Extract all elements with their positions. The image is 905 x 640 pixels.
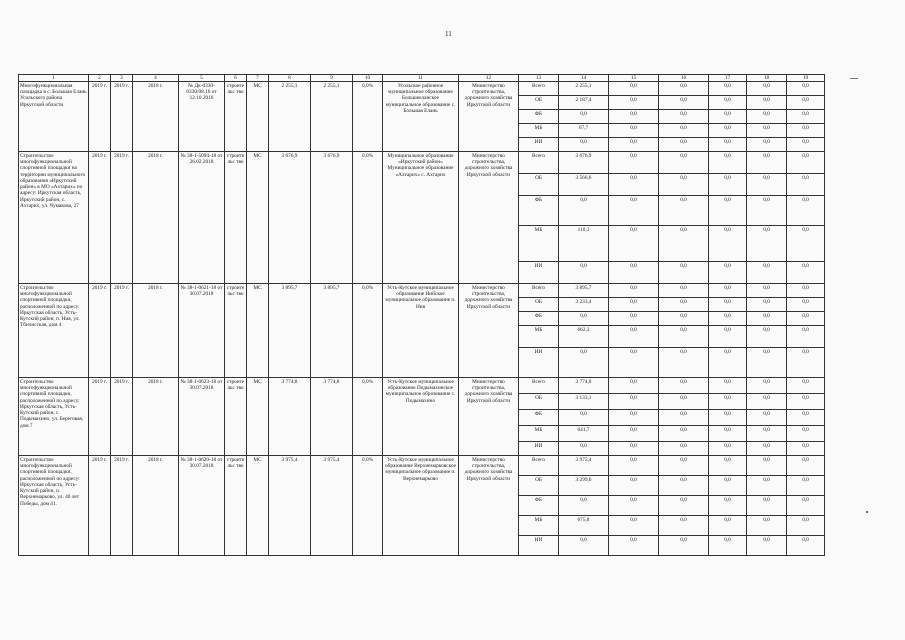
estimated-cost: 2 255,1 [269, 82, 311, 152]
amount-cell: 0,0 [659, 516, 709, 536]
amount-cell: 0,0 [659, 312, 709, 326]
funding-source: ОБ [519, 476, 559, 496]
municipality: Муниципальное образование «Иркутский район» Муниципальное образование «Ахтарих» с. Ахтарих [383, 152, 459, 284]
year-start: 2019 г. [89, 378, 111, 456]
amount-cell: 2 255,1 [559, 82, 609, 96]
column-number-6: 6 [225, 75, 247, 82]
amount-cell: 0,0 [609, 82, 659, 96]
estimated-cost: 3 975,4 [269, 456, 311, 556]
column-number-19: 19 [787, 75, 825, 82]
amount-cell: 0,0 [609, 516, 659, 536]
year-end: 2019 г. [111, 152, 133, 284]
amount-cell: 0,0 [659, 426, 709, 442]
amount-cell: 0,0 [787, 456, 825, 476]
funding-source: Всего [519, 284, 559, 298]
amount-cell: 675,8 [559, 516, 609, 536]
amount-cell: 0,0 [609, 152, 659, 174]
ownership: МС [247, 152, 269, 284]
funding-source: ОБ [519, 96, 559, 110]
year-start: 2019 г. [89, 82, 111, 152]
work-kind: строительс тво [225, 456, 247, 556]
amount-cell: 0,0 [609, 312, 659, 326]
amount-cell: 0,0 [659, 378, 709, 394]
amount-cell: 0,0 [709, 378, 747, 394]
amount-cell: 0,0 [659, 496, 709, 516]
ministry: Министерство строительства, дорожного хозяйства Иркутской области [459, 152, 519, 284]
amount-cell: 0,0 [747, 96, 787, 110]
amount-cell: 0,0 [609, 284, 659, 298]
page-number: 11 [445, 30, 452, 38]
amount-cell: 3 676,9 [559, 152, 609, 174]
amount-cell: 3 774,8 [559, 378, 609, 394]
amount-cell: 0,0 [559, 348, 609, 378]
funding-source: Всего [519, 378, 559, 394]
column-number-7: 7 [247, 75, 269, 82]
amount-cell: 0,0 [747, 174, 787, 196]
amount-cell: 0,0 [709, 124, 747, 138]
funding-source: МБ [519, 516, 559, 536]
amount-cell: 0,0 [659, 226, 709, 262]
amount-cell: 0,0 [609, 348, 659, 378]
funding-source: МБ [519, 226, 559, 262]
funding-source: ИИ [519, 348, 559, 378]
amount-cell: 0,0 [609, 536, 659, 556]
amount-cell: 3 895,7 [559, 284, 609, 298]
work-kind: строительс тво [225, 82, 247, 152]
amount-cell: 0,0 [709, 442, 747, 456]
readiness-percent: 0,0% [353, 378, 383, 456]
ministry: Министерство строительства, дорожного хозяйства Иркутской области [459, 284, 519, 378]
amount-cell: 0,0 [709, 138, 747, 152]
amount-cell: 3 233,4 [559, 298, 609, 312]
amount-cell: 2 187,4 [559, 96, 609, 110]
column-number-5: 5 [179, 75, 225, 82]
amount-cell: 0,0 [559, 110, 609, 124]
amount-cell: 0,0 [659, 96, 709, 110]
amount-cell: 0,0 [787, 476, 825, 496]
amount-cell: 0,0 [747, 496, 787, 516]
funding-source: ИИ [519, 138, 559, 152]
estimated-cost: 3 676,9 [269, 152, 311, 284]
amount-cell: 3 975,4 [559, 456, 609, 476]
funding-source: ИИ [519, 262, 559, 284]
amount-cell: 0,0 [787, 284, 825, 298]
amount-cell: 0,0 [787, 124, 825, 138]
document-number: № 38-1-0623-18 от 30.07.2018 [179, 378, 225, 456]
year-start: 2019 г. [89, 284, 111, 378]
column-number-17: 17 [709, 75, 747, 82]
amount-cell: 0,0 [609, 426, 659, 442]
funding-source: ОБ [519, 394, 559, 410]
column-number-13: 13 [519, 75, 559, 82]
amount-cell: 0,0 [747, 516, 787, 536]
amount-cell: 0,0 [559, 496, 609, 516]
amount-cell: 0,0 [659, 174, 709, 196]
column-number-18: 18 [747, 75, 787, 82]
year-doc: 2018 г. [133, 82, 179, 152]
amount-cell: 0,0 [709, 96, 747, 110]
object-name: Строительство многофункциональной спортивной площадки на территории муниципального образования «Иркутский район» в МО «Ахтарих» по адресу: Иркутская область, Иркутский район, с. Ахтарих, ул. Чумакова, 27 [19, 152, 89, 284]
amount-cell: 0,0 [659, 476, 709, 496]
estimated-cost: 3 774,8 [269, 378, 311, 456]
column-number-9: 9 [311, 75, 353, 82]
funding-source: ОБ [519, 298, 559, 312]
amount-cell: 0,0 [609, 298, 659, 312]
amount-cell: 0,0 [709, 348, 747, 378]
readiness-percent: 0,0% [353, 152, 383, 284]
amount-cell: 0,0 [659, 82, 709, 96]
readiness-percent: 0,0% [353, 284, 383, 378]
amount-cell: 0,0 [559, 138, 609, 152]
amount-cell: 0,0 [559, 536, 609, 556]
amount-cell: 0,0 [787, 394, 825, 410]
amount-cell: 0,0 [747, 298, 787, 312]
column-number-16: 16 [659, 75, 709, 82]
funding-source: ИИ [519, 442, 559, 456]
amount-cell: 0,0 [747, 196, 787, 226]
ministry: Министерство строительства, дорожного хозяйства Иркутской области [459, 378, 519, 456]
amount-cell: 0,0 [559, 442, 609, 456]
amount-cell: 662,3 [559, 326, 609, 348]
amount-cell: 0,0 [747, 536, 787, 556]
amount-cell: 0,0 [787, 262, 825, 284]
column-number-15: 15 [609, 75, 659, 82]
amount-cell: 0,0 [787, 442, 825, 456]
amount-cell: 0,0 [747, 442, 787, 456]
amount-cell: 0,0 [709, 456, 747, 476]
amount-cell: 0,0 [659, 394, 709, 410]
amount-cell: 0,0 [609, 96, 659, 110]
amount-cell: 0,0 [709, 284, 747, 298]
amount-cell: 0,0 [609, 262, 659, 284]
ownership: МС [247, 456, 269, 556]
amount-cell: 0,0 [659, 284, 709, 298]
amount-cell: 0,0 [709, 326, 747, 348]
amount-cell: 0,0 [709, 298, 747, 312]
amount-cell: 0,0 [609, 326, 659, 348]
document-number: № 38-1-5094-18 от 26.02.2018 [179, 152, 225, 284]
amount-cell: 0,0 [709, 516, 747, 536]
table-row [19, 378, 825, 394]
table-row [19, 284, 825, 298]
object-name: Строительство многофункциональной спортивной площадки, расположенной по адресу: Иркутская область, Усть-Кутский район, п. Ния, ул. Тбилисская, дом 4 [19, 284, 89, 378]
amount-cell: 0,0 [659, 298, 709, 312]
amount-cell: 0,0 [709, 426, 747, 442]
amount-cell: 0,0 [787, 110, 825, 124]
amount-cell: 0,0 [787, 378, 825, 394]
column-number-2: 2 [89, 75, 111, 82]
funding-source: ФБ [519, 196, 559, 226]
amount-cell: 0,0 [709, 174, 747, 196]
amount-cell: 67,7 [559, 124, 609, 138]
amount-cell: 0,0 [709, 82, 747, 96]
remaining-cost: 2 255,1 [311, 82, 353, 152]
amount-cell: 0,0 [609, 138, 659, 152]
document-number: № 38-1-0620-18 от 30.07.2018 [179, 456, 225, 556]
amount-cell: 0,0 [609, 110, 659, 124]
amount-cell: 3 299,6 [559, 476, 609, 496]
amount-cell: 0,0 [559, 262, 609, 284]
amount-cell: 0,0 [787, 516, 825, 536]
amount-cell: 0,0 [559, 312, 609, 326]
year-doc: 2018 г. [133, 284, 179, 378]
remaining-cost: 3 676,9 [311, 152, 353, 284]
amount-cell: 0,0 [609, 174, 659, 196]
amount-cell: 0,0 [609, 456, 659, 476]
amount-cell: 0,0 [609, 226, 659, 262]
amount-cell: 0,0 [609, 378, 659, 394]
amount-cell: 0,0 [609, 476, 659, 496]
amount-cell: 0,0 [709, 476, 747, 496]
readiness-percent: 0,0% [353, 456, 383, 556]
municipality: Усольское районное муниципальное образование Большееланское муниципальное образование с. Большая Елань [383, 82, 459, 152]
column-number-row [19, 75, 825, 82]
year-doc: 2018 г. [133, 456, 179, 556]
amount-cell: 0,0 [747, 426, 787, 442]
amount-cell: 0,0 [659, 138, 709, 152]
amount-cell: 0,0 [747, 124, 787, 138]
municipality: Усть-Кутское муниципальное образование Подымахинское муниципальное образование с. Подымахино [383, 378, 459, 456]
year-end: 2019 г. [111, 456, 133, 556]
funding-source: Всего [519, 152, 559, 174]
amount-cell: 0,0 [747, 378, 787, 394]
object-name: Строительство многофункциональной спортивной площадки, расположенной по адресу: Иркутская область, Усть-Кутский район, с. Подымахино, ул. Береговая, дом 7 [19, 378, 89, 456]
amount-cell: 0,0 [787, 536, 825, 556]
amount-cell: 0,0 [609, 442, 659, 456]
ownership: МС [247, 82, 269, 152]
amount-cell: 0,0 [747, 110, 787, 124]
amount-cell: 0,0 [709, 312, 747, 326]
table-row [19, 152, 825, 174]
year-doc: 2018 г. [133, 378, 179, 456]
amount-cell: 0,0 [747, 82, 787, 96]
amount-cell: 0,0 [709, 410, 747, 426]
object-name: Многофункциональная площадка в с. Большая Елань Усольского района Иркутской области [19, 82, 89, 152]
amount-cell: 641,7 [559, 426, 609, 442]
municipality: Усть-Кутское муниципальное образование Верхнемарковское муниципальное образование п. Верхнемарково [383, 456, 459, 556]
remaining-cost: 3 774,8 [311, 378, 353, 456]
estimated-cost: 3 895,7 [269, 284, 311, 378]
funding-source: МБ [519, 124, 559, 138]
amount-cell: 0,0 [787, 426, 825, 442]
amount-cell: 110,3 [559, 226, 609, 262]
amount-cell: 0,0 [747, 226, 787, 262]
object-name: Строительство многофункциональной спортивной площадки, расположенной по адресу: Иркутская область, Усть-Кутский район, п. Верхнемарково, ул. 40 лет Победы, дом 41. [19, 456, 89, 556]
amount-cell: 0,0 [659, 196, 709, 226]
funding-source: МБ [519, 326, 559, 348]
amount-cell: 0,0 [747, 394, 787, 410]
amount-cell: 0,0 [787, 312, 825, 326]
work-kind: строительс тво [225, 378, 247, 456]
amount-cell: 0,0 [787, 496, 825, 516]
amount-cell: 0,0 [709, 226, 747, 262]
work-kind: строительс тво [225, 284, 247, 378]
column-number-12: 12 [459, 75, 519, 82]
column-number-3: 3 [111, 75, 133, 82]
amount-cell: 0,0 [709, 496, 747, 516]
amount-cell: 0,0 [659, 348, 709, 378]
funding-source: ФБ [519, 410, 559, 426]
amount-cell: 0,0 [659, 326, 709, 348]
work-kind: строительс тво [225, 152, 247, 284]
amount-cell: 0,0 [787, 196, 825, 226]
amount-cell: 0,0 [659, 262, 709, 284]
amount-cell: 0,0 [747, 348, 787, 378]
amount-cell: 0,0 [659, 442, 709, 456]
amount-cell: 0,0 [659, 110, 709, 124]
amount-cell: 0,0 [787, 174, 825, 196]
year-start: 2019 г. [89, 456, 111, 556]
amount-cell: 0,0 [559, 196, 609, 226]
funding-source: Всего [519, 456, 559, 476]
column-number-8: 8 [269, 75, 311, 82]
amount-cell: 0,0 [747, 326, 787, 348]
funding-source: Всего [519, 82, 559, 96]
amount-cell: 3 133,1 [559, 394, 609, 410]
year-end: 2019 г. [111, 378, 133, 456]
investment-table [18, 74, 825, 556]
amount-cell: 0,0 [747, 476, 787, 496]
ministry: Министерство строительства, дорожного хозяйства Иркутской области [459, 456, 519, 556]
amount-cell: 0,0 [659, 410, 709, 426]
amount-cell: 0,0 [747, 262, 787, 284]
amount-cell: 0,0 [787, 138, 825, 152]
amount-cell: 0,0 [747, 138, 787, 152]
amount-cell: 0,0 [709, 152, 747, 174]
amount-cell: 0,0 [787, 226, 825, 262]
year-doc: 2018 г. [133, 152, 179, 284]
amount-cell: 0,0 [709, 394, 747, 410]
funding-source: ИИ [519, 536, 559, 556]
document-number: № 38-1-0621-18 от 30.07.2018 [179, 284, 225, 378]
amount-cell: 0,0 [787, 326, 825, 348]
amount-cell: 0,0 [609, 124, 659, 138]
readiness-percent: 0,0% [353, 82, 383, 152]
amount-cell: 0,0 [709, 196, 747, 226]
remaining-cost: 3 895,7 [311, 284, 353, 378]
document-number: № Дк-0330-0330/08.16 от 12.10.2016 [179, 82, 225, 152]
column-number-14: 14 [559, 75, 609, 82]
amount-cell: 0,0 [559, 410, 609, 426]
municipality: Усть-Кутское муниципальное образование Нийское муниципальное образование п. Ния [383, 284, 459, 378]
ownership: МС [247, 378, 269, 456]
amount-cell: 0,0 [787, 96, 825, 110]
ownership: МС [247, 284, 269, 378]
funding-source: ФБ [519, 496, 559, 516]
funding-source: ОБ [519, 174, 559, 196]
amount-cell: 0,0 [747, 284, 787, 298]
amount-cell: 0,0 [787, 82, 825, 96]
table-row [19, 82, 825, 96]
table-row [19, 456, 825, 476]
funding-source: МБ [519, 426, 559, 442]
year-end: 2019 г. [111, 82, 133, 152]
amount-cell: 0,0 [747, 152, 787, 174]
amount-cell: 0,0 [659, 152, 709, 174]
amount-cell: 0,0 [609, 196, 659, 226]
amount-cell: 0,0 [709, 536, 747, 556]
column-number-11: 11 [383, 75, 459, 82]
amount-cell: 0,0 [747, 456, 787, 476]
amount-cell: 0,0 [659, 536, 709, 556]
funding-source: ФБ [519, 312, 559, 326]
scan-mark [850, 78, 858, 79]
amount-cell: 0,0 [787, 152, 825, 174]
amount-cell: 0,0 [787, 348, 825, 378]
column-number-10: 10 [353, 75, 383, 82]
remaining-cost: 3 975,4 [311, 456, 353, 556]
amount-cell: 0,0 [659, 456, 709, 476]
year-start: 2019 г. [89, 152, 111, 284]
amount-cell: 0,0 [609, 410, 659, 426]
amount-cell: 0,0 [709, 262, 747, 284]
amount-cell: 0,0 [659, 124, 709, 138]
amount-cell: 3 566,6 [559, 174, 609, 196]
amount-cell: 0,0 [609, 496, 659, 516]
column-number-1: 1 [19, 75, 89, 82]
ministry: Министерство строительства, дорожного хозяйства Иркутской области [459, 82, 519, 152]
amount-cell: 0,0 [787, 410, 825, 426]
scan-mark [866, 511, 868, 513]
amount-cell: 0,0 [709, 110, 747, 124]
year-end: 2019 г. [111, 284, 133, 378]
amount-cell: 0,0 [747, 410, 787, 426]
amount-cell: 0,0 [747, 312, 787, 326]
amount-cell: 0,0 [609, 394, 659, 410]
amount-cell: 0,0 [787, 298, 825, 312]
funding-source: ФБ [519, 110, 559, 124]
column-number-4: 4 [133, 75, 179, 82]
